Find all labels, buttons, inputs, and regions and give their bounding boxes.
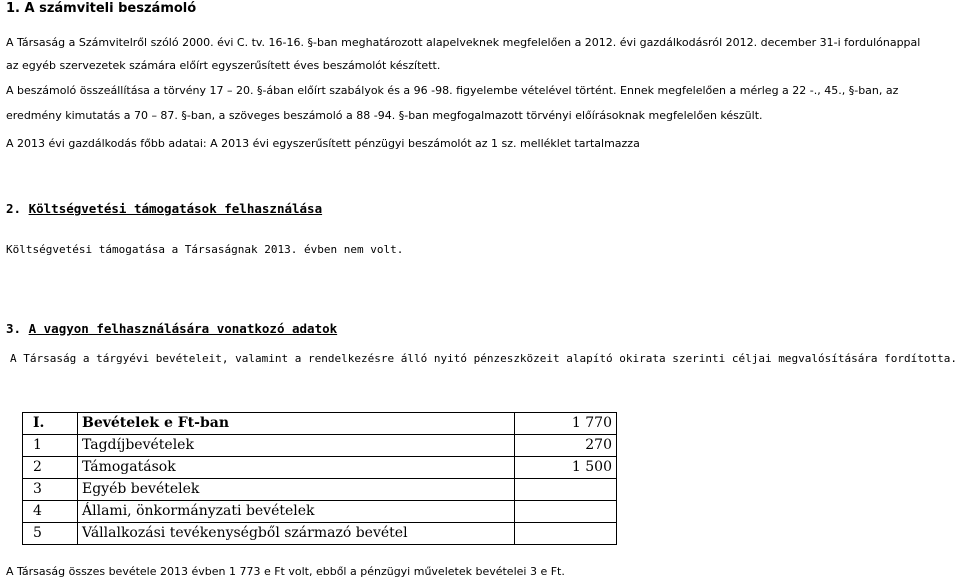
- section-1-paragraph-line-1: A Társaság a Számvitelről szóló 2000. évi C. tv. 16-16. §-ban meghatározott alapelveknek megfelelően a 2012. évi gazdálkodásról 2012. december 31-i fordulónappal: [6, 36, 921, 49]
- section-3-heading: [6, 321, 337, 336]
- table-row: [23, 501, 617, 523]
- income-table: [22, 412, 617, 545]
- row-value-cell: [515, 523, 617, 545]
- row-num-cell: 3: [23, 479, 78, 501]
- section-1-paragraph-line-2: az egyéb szervezetek számára előírt egyszerűsített éves beszámolót készített.: [6, 59, 441, 72]
- row-num-cell: 1: [23, 435, 78, 457]
- header-label-cell: Bevételek e Ft-ban: [78, 413, 515, 435]
- section-2-title: Költségvetési támogatások felhasználása: [28, 201, 323, 216]
- section-1-paragraph-line-4: eredmény kimutatás a 70 – 87. §-ban, a szöveges beszámoló a 88 -94. §-ban megfogalmazott törvényi előírásoknak megfelelően készült.: [6, 109, 763, 122]
- row-num-cell: 5: [23, 523, 78, 545]
- section-1-paragraph-line-3: A beszámoló összeállítása a törvény 17 – 20. §-ában előírt szabályok és a 96 -98. figyelembe vételével történt. Ennek megfelelően a mérleg a 22 -., 45., §-ban, az: [6, 84, 899, 97]
- row-label-cell: Egyéb bevételek: [78, 479, 515, 501]
- header-value-cell: 1 770: [515, 413, 617, 435]
- total-income-note: A Társaság összes bevétele 2013 évben 1 773 e Ft volt, ebből a pénzügyi műveletek bevételei 3 e Ft.: [6, 565, 565, 578]
- section-1-summary-line: A 2013 évi gazdálkodás főbb adatai: A 2013 évi egyszerűsített pénzügyi beszámolót az 1 sz. melléklet tartalmazza: [6, 137, 640, 150]
- row-label-cell: Tagdíjbevételek: [78, 435, 515, 457]
- row-label-cell: Vállalkozási tevékenységből származó bevétel: [78, 523, 515, 545]
- table-row: [23, 457, 617, 479]
- section-1-heading: 1. A számviteli beszámoló: [6, 1, 197, 16]
- table-row: [23, 479, 617, 501]
- row-label-cell: Állami, önkormányzati bevételek: [78, 501, 515, 523]
- section-2-number: 2.: [6, 201, 22, 216]
- row-value-cell: [515, 501, 617, 523]
- table-row: [23, 523, 617, 545]
- row-num-cell: 4: [23, 501, 78, 523]
- table-row: [23, 435, 617, 457]
- header-num-cell: I.: [23, 413, 78, 435]
- section-3-title: A vagyon felhasználására vonatkozó adatok: [28, 321, 338, 336]
- section-3-text: A Társaság a tárgyévi bevételeit, valamint a rendelkezésre álló nyitó pénzeszközeit alapító okirata szerinti céljai megvalósítására fordította.: [10, 352, 958, 365]
- row-value-cell: 270: [515, 435, 617, 457]
- row-label-cell: Támogatások: [78, 457, 515, 479]
- row-value-cell: 1 500: [515, 457, 617, 479]
- income-table-header-row: [23, 413, 617, 435]
- row-num-cell: 2: [23, 457, 78, 479]
- section-2-text: Költségvetési támogatása a Társaságnak 2013. évben nem volt.: [6, 243, 404, 256]
- section-2-heading: [6, 201, 322, 216]
- section-3-number: 3.: [6, 321, 22, 336]
- row-value-cell: [515, 479, 617, 501]
